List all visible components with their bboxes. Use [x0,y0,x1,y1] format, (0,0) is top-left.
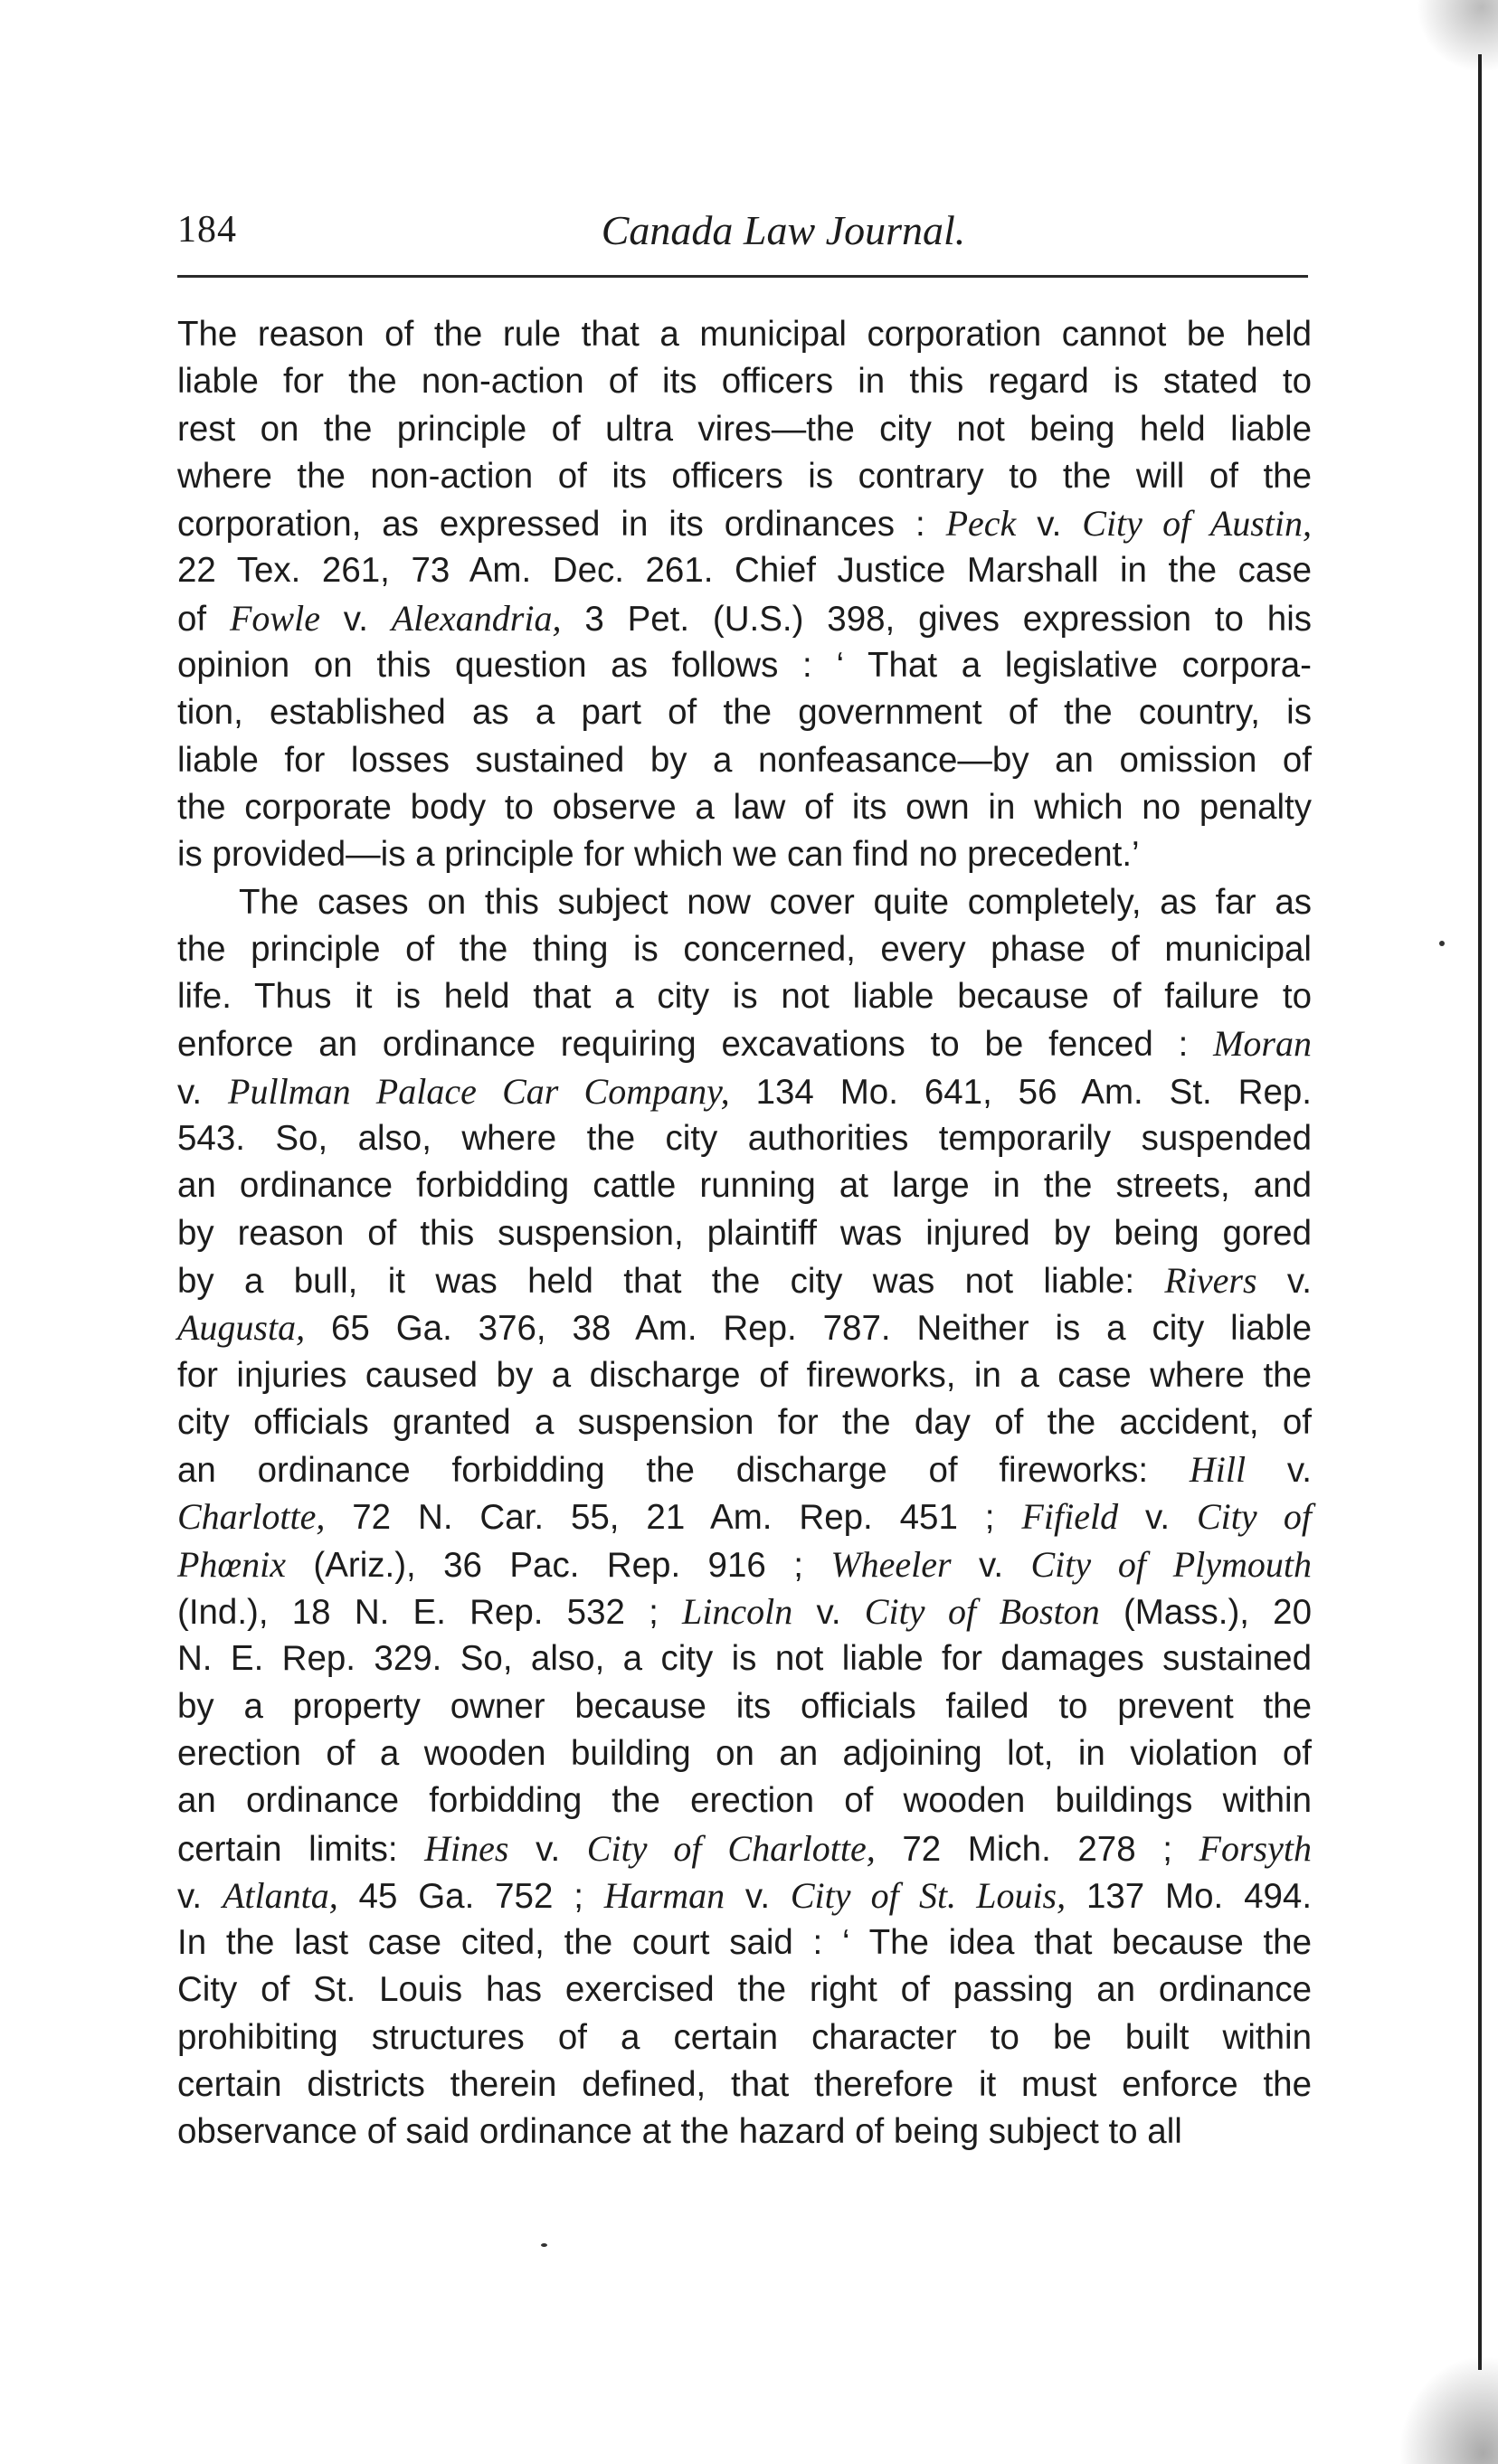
text-line: by a bull, it was held that the city was not liable: Rivers v. [177,1259,1312,1301]
case-citation: Phœnix [177,1543,286,1585]
running-title: Canada Law Journal. [601,207,966,253]
case-citation: Atlanta, [222,1874,338,1916]
text-line: The reason of the rule that a municipal corporation cannot be held [177,315,1312,354]
text-line: enforce an ordinance requiring excavations to be fenced : Moran [177,1023,1312,1065]
text-line: an ordinance forbidding the discharge of fireworks: Hill v. [177,1449,1312,1491]
case-citation: City of [1197,1496,1312,1538]
text-line: erection of a wooden building on an adjoining lot, in violation of [177,1733,1312,1773]
text-line: for injuries caused by a discharge of fireworks, in a case where the [177,1355,1312,1395]
header-rule [177,275,1308,278]
text-line: In the last case cited, the court said : ‘ The idea that because the [177,1923,1312,1963]
case-citation: City of Plymouth [1030,1543,1313,1585]
text-line: city officials granted a suspension for the day of the accident, of [177,1402,1312,1442]
scan-artifact-bottom [1398,2355,1498,2464]
text-line: by reason of this suspension, plaintiff was injured by being gored [177,1213,1312,1253]
case-citation: City of Austin, [1082,503,1313,545]
text-line: the corporate body to observe a law of its own in which no penalty [177,787,1312,827]
text-line: rest on the principle of ultra vires—the city not being held liable [177,409,1312,449]
text-line: opinion on this question as follows : ‘ That a legislative corpora- [177,646,1312,686]
text-line: N. E. Rep. 329. So, also, a city is not liable for damages sustained [177,1639,1312,1679]
case-citation: Rivers [1164,1259,1257,1301]
case-citation: Alexandria, [391,597,562,639]
text-line: Charlotte, 72 N. Car. 55, 21 Am. Rep. 451 ; Fifield v. City of [177,1496,1312,1538]
text-line: 543. So, also, where the city authorities temporarily suspended [177,1119,1312,1159]
text-line: liable for losses sustained by a nonfeasance—by an omission of [177,740,1312,780]
case-citation: City of Charlotte, [586,1827,876,1869]
page-number: 184 [177,209,237,251]
text-line: by a property owner because its officials failed to prevent the [177,1686,1312,1726]
case-citation: Hines [424,1827,509,1869]
text-line: of Fowle v. Alexandria, 3 Pet. (U.S.) 398, gives expression to his [177,597,1313,639]
text-line: corporation, as expressed in its ordinances : Peck v. City of Austin, [177,503,1313,545]
article-body [177,311,1312,2156]
text-line: certain districts therein defined, that therefore it must enforce the [177,2064,1312,2104]
text-line: is provided—is a principle for which we can find no precedent.’ [177,835,1140,875]
text-line: (Ind.), 18 N. E. Rep. 532 ; Lincoln v. City of Boston (Mass.), 20 [177,1591,1313,1633]
case-citation: Fowle [229,597,320,639]
case-citation: Hill [1189,1449,1247,1491]
text-line: v. Atlanta, 45 Ga. 752 ; Harman v. City of St. Louis, 137 Mo. 494. [177,1874,1313,1916]
case-citation: Peck [945,503,1017,545]
case-citation: Harman [603,1874,725,1916]
text-line: the principle of the thing is concerned, every phase of municipal [177,929,1312,969]
text-line: prohibiting structures of a certain character to be built within [177,2017,1312,2057]
case-citation: Charlotte, [177,1496,326,1538]
stray-mark [1439,941,1445,946]
text-line: an ordinance forbidding the erection of wooden buildings within [177,1781,1312,1821]
text-line: certain limits: Hines v. City of Charlotte, 72 Mich. 278 ; Forsyth [177,1827,1312,1869]
case-citation: Pullman Palace Car Company, [228,1070,730,1112]
text-line: life. Thus it is held that a city is not liable because of failure to [177,977,1312,1017]
case-citation: Forsyth [1199,1827,1312,1869]
text-line: Augusta, 65 Ga. 376, 38 Am. Rep. 787. Neither is a city liable [177,1307,1312,1349]
case-citation: Lincoln [682,1591,793,1633]
text-line: 22 Tex. 261, 73 Am. Dec. 261. Chief Justice Marshall in the case [177,551,1312,591]
text-line: where the non-action of its officers is contrary to the will of the [177,456,1312,496]
text-line: observance of said ordinance at the hazard of being subject to all [177,2112,1182,2152]
page-header [177,201,1308,266]
text-line: v. Pullman Palace Car Company, 134 Mo. 641, 56 Am. St. Rep. [177,1070,1312,1112]
case-citation: City of St. Louis, [790,1874,1067,1916]
stray-mark [541,2243,547,2247]
text-line: City of St. Louis has exercised the right of passing an ordinance [177,1970,1312,2010]
scan-artifact-top [1417,0,1498,72]
text-line: liable for the non-action of its officers in this regard is stated to [177,362,1312,402]
text-line: an ordinance forbidding cattle running at large in the streets, and [177,1166,1312,1206]
case-citation: City of Boston [864,1591,1100,1633]
page-edge-shadow [1478,54,1482,2370]
text-line: tion, established as a part of the government of the country, is [177,693,1312,733]
case-citation: Wheeler [830,1543,952,1585]
text-line: Phœnix (Ariz.), 36 Pac. Rep. 916 ; Wheeler v. City of Plymouth [177,1543,1313,1585]
case-citation: Augusta, [177,1307,306,1349]
case-citation: Fifield [1021,1496,1119,1538]
case-citation: Moran [1213,1023,1312,1065]
text-line: The cases on this subject now cover quite completely, as far as [239,882,1312,922]
